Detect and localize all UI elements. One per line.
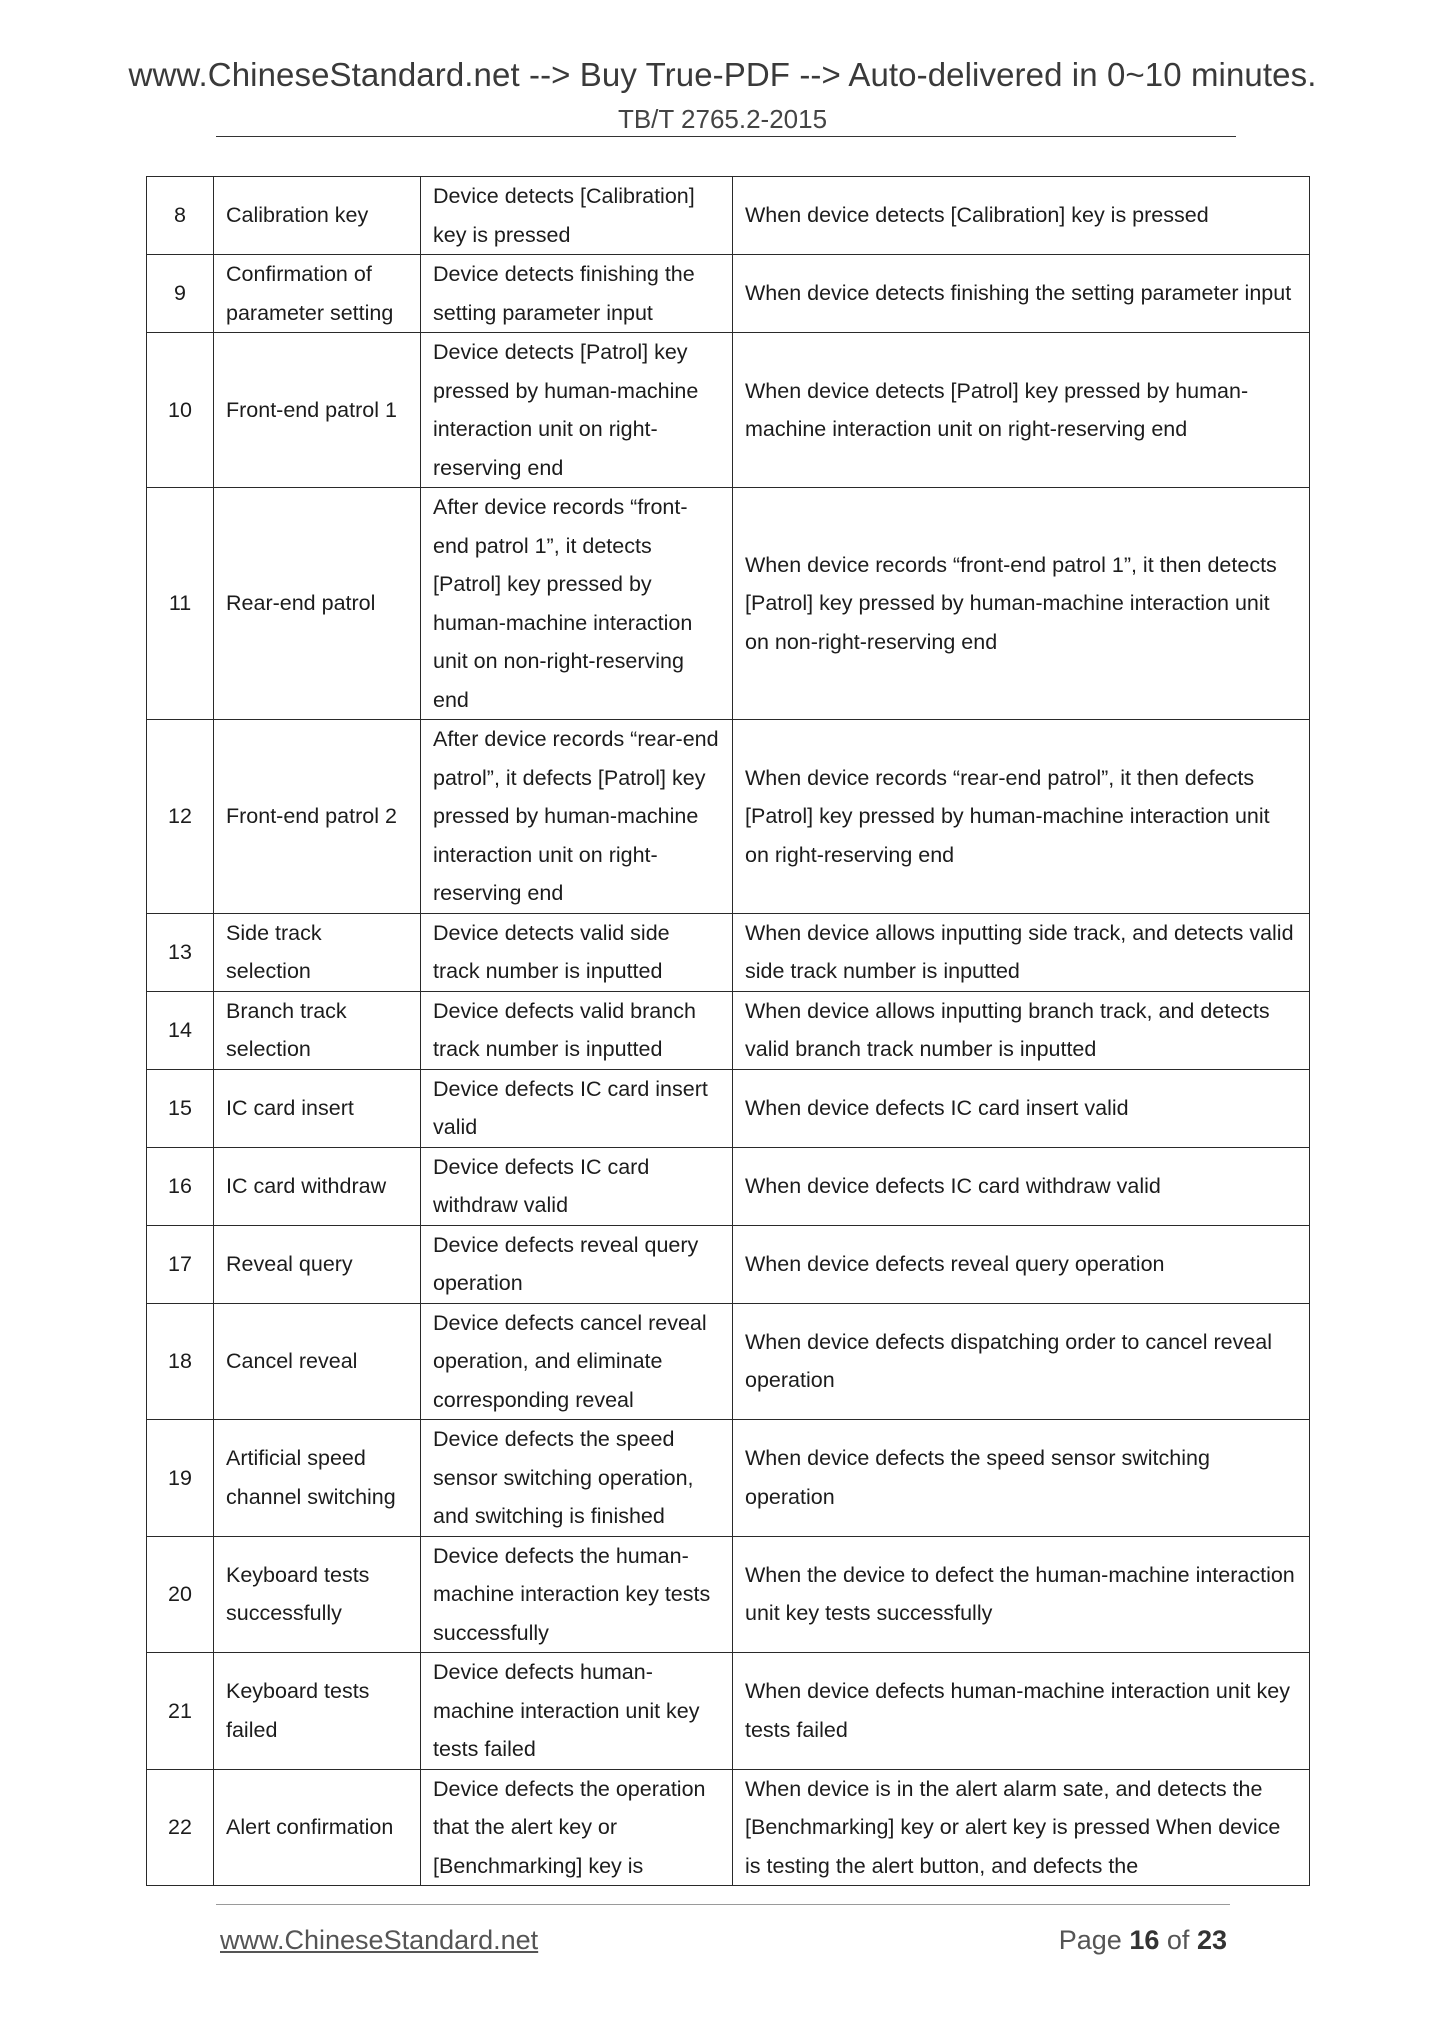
row-name: IC card withdraw [214, 1147, 421, 1225]
row-timing: When device defects IC card withdraw valid [733, 1147, 1310, 1225]
row-number: 19 [147, 1420, 214, 1537]
row-condition: Device defects IC card withdraw valid [421, 1147, 733, 1225]
row-name: IC card insert [214, 1069, 421, 1147]
table-row [147, 913, 1310, 991]
row-condition: Device defects reveal query operation [421, 1225, 733, 1303]
row-timing: When device is in the alert alarm sate, and detects the [Benchmarking] key or alert key is pressed When device is testing the alert button, and defects the [733, 1769, 1310, 1886]
row-timing: When the device to defect the human-machine interaction unit key tests successfully [733, 1536, 1310, 1653]
row-number: 16 [147, 1147, 214, 1225]
row-name: Artificial speed channel switching [214, 1420, 421, 1537]
table-row [147, 255, 1310, 333]
row-condition: After device records “front-end patrol 1”, it detects [Patrol] key pressed by human-machine interaction unit on non-right-reserving end [421, 488, 733, 720]
page-number [1059, 1925, 1227, 1956]
table-row [147, 1147, 1310, 1225]
row-number: 21 [147, 1653, 214, 1770]
row-timing: When device detects finishing the setting parameter input [733, 255, 1310, 333]
row-condition: Device defects valid branch track number is inputted [421, 991, 733, 1069]
row-condition: Device detects valid side track number is inputted [421, 913, 733, 991]
row-timing: When device detects [Calibration] key is pressed [733, 177, 1310, 255]
row-timing: When device allows inputting branch track, and detects valid branch track number is inputted [733, 991, 1310, 1069]
row-condition: Device defects the operation that the alert key or [Benchmarking] key is [421, 1769, 733, 1886]
row-condition: Device detects [Patrol] key pressed by human-machine interaction unit on right-reserving end [421, 333, 733, 488]
row-name: Keyboard tests successfully [214, 1536, 421, 1653]
row-condition: Device defects cancel reveal operation, and eliminate corresponding reveal [421, 1303, 733, 1420]
row-condition: After device records “rear-end patrol”, it defects [Patrol] key pressed by human-machine interaction unit on right-reserving end [421, 720, 733, 914]
row-condition: Device defects the speed sensor switching operation, and switching is finished [421, 1420, 733, 1537]
row-number: 9 [147, 255, 214, 333]
row-condition: Device defects human-machine interaction unit key tests failed [421, 1653, 733, 1770]
row-number: 13 [147, 913, 214, 991]
row-timing: When device defects reveal query operation [733, 1225, 1310, 1303]
table-row [147, 1420, 1310, 1537]
row-condition: Device detects [Calibration] key is pressed [421, 177, 733, 255]
table-row [147, 1225, 1310, 1303]
footer-divider [216, 1904, 1230, 1905]
row-timing: When device detects [Patrol] key pressed by human-machine interaction unit on right-reserving end [733, 333, 1310, 488]
header-divider [216, 136, 1236, 137]
table-row [147, 991, 1310, 1069]
row-number: 10 [147, 333, 214, 488]
row-condition: Device defects IC card insert valid [421, 1069, 733, 1147]
row-number: 20 [147, 1536, 214, 1653]
row-condition: Device detects finishing the setting parameter input [421, 255, 733, 333]
table-row [147, 177, 1310, 255]
row-number: 12 [147, 720, 214, 914]
row-name: Front-end patrol 1 [214, 333, 421, 488]
row-number: 15 [147, 1069, 214, 1147]
row-timing: When device defects IC card insert valid [733, 1069, 1310, 1147]
table-row [147, 1769, 1310, 1886]
row-timing: When device records “front-end patrol 1”, it then detects [Patrol] key pressed by human-machine interaction unit on non-right-reserving end [733, 488, 1310, 720]
row-name: Side track selection [214, 913, 421, 991]
row-number: 8 [147, 177, 214, 255]
row-timing: When device defects human-machine interaction unit key tests failed [733, 1653, 1310, 1770]
row-number: 14 [147, 991, 214, 1069]
row-name: Front-end patrol 2 [214, 720, 421, 914]
row-condition: Device defects the human-machine interaction key tests successfully [421, 1536, 733, 1653]
row-timing: When device defects dispatching order to cancel reveal operation [733, 1303, 1310, 1420]
row-name: Cancel reveal [214, 1303, 421, 1420]
page-current: 16 [1129, 1925, 1160, 1955]
row-timing: When device allows inputting side track, and detects valid side track number is inputted [733, 913, 1310, 991]
row-name: Reveal query [214, 1225, 421, 1303]
row-timing: When device records “rear-end patrol”, it then defects [Patrol] key pressed by human-machine interaction unit on right-reserving end [733, 720, 1310, 914]
row-number: 18 [147, 1303, 214, 1420]
row-timing: When device defects the speed sensor switching operation [733, 1420, 1310, 1537]
table-row [147, 488, 1310, 720]
page-prefix: Page [1058, 1925, 1122, 1955]
standard-code: TB/T 2765.2-2015 [617, 104, 828, 134]
row-name: Keyboard tests failed [214, 1653, 421, 1770]
header-banner-link[interactable]: www.ChineseStandard.net --> Buy True-PDF --> Auto-delivered in 0~10 minutes. [128, 56, 1317, 93]
row-name: Confirmation of parameter setting [214, 255, 421, 333]
row-name: Alert confirmation [214, 1769, 421, 1886]
row-name: Calibration key [214, 177, 421, 255]
table-row [147, 1069, 1310, 1147]
row-name: Branch track selection [214, 991, 421, 1069]
table-row [147, 1653, 1310, 1770]
row-number: 11 [147, 488, 214, 720]
row-number: 17 [147, 1225, 214, 1303]
table-row [147, 720, 1310, 914]
row-name: Rear-end patrol [214, 488, 421, 720]
page-of: of [1166, 1925, 1190, 1955]
event-table [146, 176, 1310, 1886]
row-number: 22 [147, 1769, 214, 1886]
table-row [147, 333, 1310, 488]
table-row [147, 1303, 1310, 1420]
table-row [147, 1536, 1310, 1653]
footer-site-link[interactable]: www.ChineseStandard.net [220, 1925, 539, 1955]
page-total: 23 [1196, 1925, 1227, 1955]
